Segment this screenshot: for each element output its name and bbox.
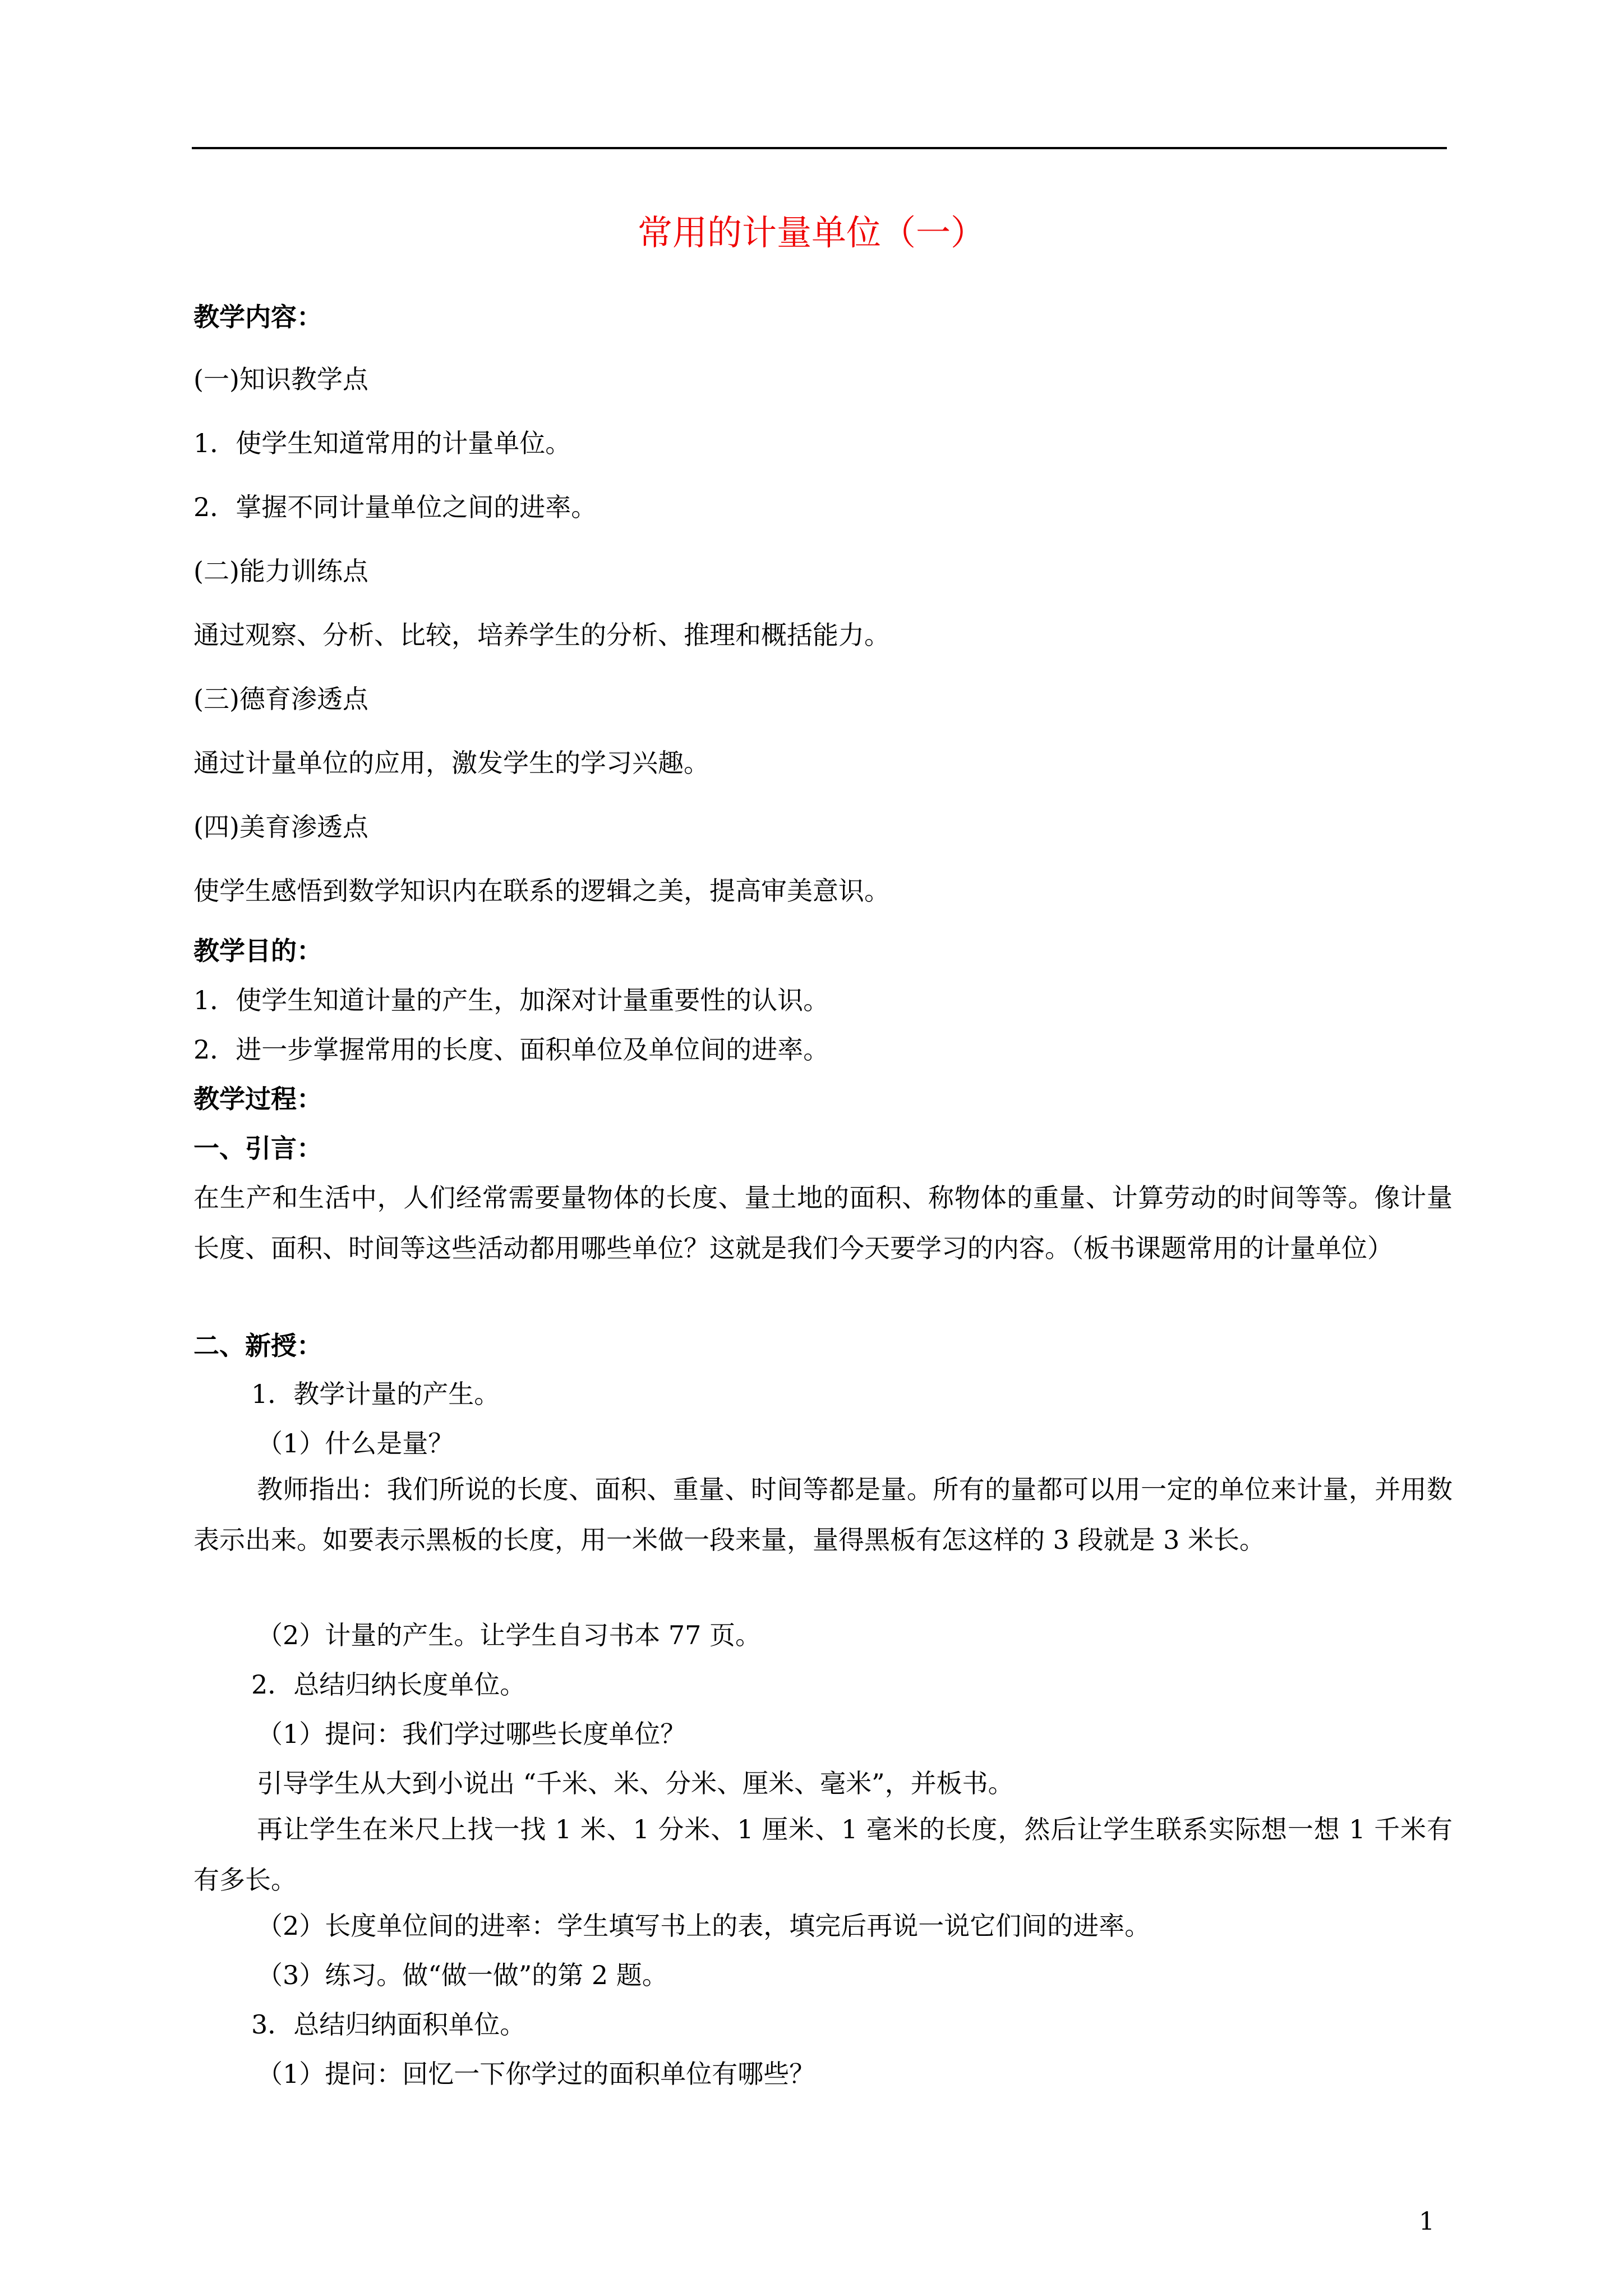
intro-paragraph: 在生产和生活中，人们经常需要量物体的长度、量土地的面积、称物体的重量、计算劳动的时间等等。像计量长度、面积、时间等这些活动都用哪些单位？这就是我们今天要学习的内容。（板书课题常用的计量单位）	[193, 1182, 1453, 1263]
section-2-guide: 引导学生从大到小说出 “千米、米、分米、厘米、毫米”，并板书。	[257, 1768, 1014, 1798]
section-3-question-1: （1）提问：回忆一下你学过的面积单位有哪些？	[257, 2059, 815, 2089]
moral-heading: (三)德育渗透点	[193, 684, 368, 714]
knowledge-item-1: 1．使学生知道常用的计量单位。	[193, 428, 571, 458]
goal-item-1: 1．使学生知道计量的产生，加深对计量重要性的认识。	[193, 985, 829, 1015]
section-1-question-2: （2）计量的产生。让学生自习书本 77 页。	[257, 1620, 762, 1650]
aesthetic-text: 使学生感悟到数学知识内在联系的逻辑之美，提高审美意识。	[193, 876, 890, 906]
section-2-question-2: （2）长度单位间的进率：学生填写书上的表，填完后再说一说它们间的进率。	[257, 1911, 1151, 1941]
goal-heading: 教学目的：	[193, 936, 322, 966]
aesthetic-heading: (四)美育渗透点	[193, 812, 368, 842]
moral-text: 通过计量单位的应用，激发学生的学习兴趣。	[193, 748, 709, 778]
new-lesson-heading: 二、新授：	[193, 1331, 322, 1361]
section-3-heading: 3．总结归纳面积单位。	[251, 2009, 526, 2040]
goal-item-2: 2．进一步掌握常用的长度、面积单位及单位间的进率。	[193, 1034, 829, 1065]
section-2-practice: 再让学生在米尺上找一找 1 米、1 分米、1 厘米、1 毫米的长度，然后让学生联系实际想一想 1 千米有有多长。	[193, 1814, 1453, 1895]
section-2-question-1: （1）提问：我们学过哪些长度单位？	[257, 1719, 686, 1749]
section-2-heading: 2．总结归纳长度单位。	[251, 1669, 526, 1700]
page-number: 1	[1419, 2207, 1435, 2236]
teacher-explanation: 教师指出：我们所说的长度、面积、重量、时间等都是量。所有的量都可以用一定的单位来计量，并用数表示出来。如要表示黑板的长度，用一米做一段来量，量得黑板有怎这样的 3 段就是 3 米长。	[193, 1474, 1453, 1555]
teaching-content-heading: 教学内容：	[193, 302, 322, 332]
header-rule	[192, 147, 1447, 149]
section-2-question-3: （3）练习。做“做一做”的第 2 题。	[257, 1960, 668, 1990]
process-heading: 教学过程：	[193, 1084, 322, 1114]
section-1-heading: 1．教学计量的产生。	[251, 1379, 500, 1409]
document-title: 常用的计量单位（一）	[637, 212, 985, 253]
ability-text: 通过观察、分析、比较，培养学生的分析、推理和概括能力。	[193, 620, 890, 650]
intro-heading: 一、引言：	[193, 1133, 322, 1163]
section-1-question-1: （1）什么是量？	[257, 1428, 454, 1458]
ability-heading: (二)能力训练点	[193, 556, 368, 586]
knowledge-item-2: 2．掌握不同计量单位之间的进率。	[193, 492, 597, 522]
knowledge-heading: (一)知识教学点	[193, 364, 368, 394]
